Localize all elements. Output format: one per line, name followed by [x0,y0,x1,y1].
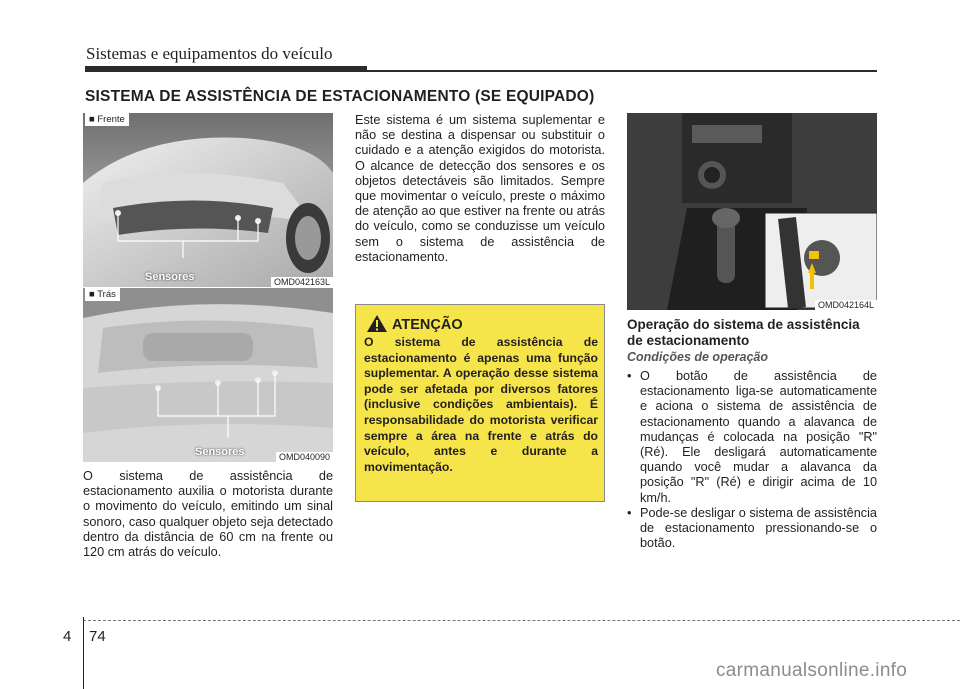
chapter-number: 4 [63,628,72,645]
supplement-paragraph: Este sistema é um sistema suplementar e não se destina a dispensar ou substituir o cuidado e a atenção exigidos do motorista. O alcance de detecção dos sensores e os objetos detectáveis são limitados. Sempre que movimentar o veículo, preste o máximo de atenção ao que estiver na frente ou atrás do veículo, como se conduzisse um veículo sem o sistema de assistência de estacionamento. [355,113,605,264]
rear-figure-code: OMD040090 [276,452,333,462]
header-bar [85,66,367,72]
front-view-tag: ■ Frente [85,113,129,126]
footer-divider [83,617,84,689]
watermark: carmanualsonline.info [716,660,908,681]
console-button-photo [627,113,877,310]
rear-sensors-photo [83,288,333,462]
warning-box [355,304,605,502]
footer-rule [83,620,960,621]
rear-view-tag: ■ Trás [85,288,120,301]
warning-title: ATENÇÃO [392,317,463,333]
rear-sensors-label: Sensores [195,446,245,458]
operation-subheading: Condições de operação [627,350,769,364]
operation-heading: Operação do sistema de assistência de estacionamento [627,317,860,348]
front-sensors-label: Sensores [145,271,195,283]
warning-text: O sistema de assistência de estacionamento é apenas uma função suplementar. A operação desse sistema pode ser afetada por diversos fatores (inclusive condições ambientais). É responsabilidade do motorista verificar sempre a área na frente e atrás do veículo, antes e durante a movimentação. [364,335,598,474]
list-item: • O botão de assistência de estacionamento liga-se automaticamente e aciona o sistema de assistência de estacionamento quando a alavanca de mudanças é colocada na posição "R" (Ré). Ele desligará automaticamente quando você mudar a alavanca da posição "R" (Ré) e dirigir acima de 10 km/h. [627,369,877,505]
warning-triangle-icon [366,314,388,333]
header-rule [367,70,877,72]
front-figure-code: OMD042163L [271,277,333,287]
section-title: SISTEMA DE ASSISTÊNCIA DE ESTACIONAMENTO (SE EQUIPADO) [85,88,595,105]
intro-paragraph: O sistema de assistência de estacionamento auxilia o motorista durante o movimento do veículo, emitindo um sinal sonoro, caso qualquer objeto seja detectado dentro da distância de 60 cm na frente ou 120 cm atrás do veículo. [83,469,333,560]
front-sensors-photo [83,113,333,287]
running-header: Sistemas e equipamentos do veículo [86,44,333,63]
page-number: 74 [89,628,106,645]
bullet-text: O botão de assistência de estacionamento liga-se automaticamente e aciona o sistema de assistência de estacionamento quando a alavanca de mudanças é colocada na posição "R" (Ré). Ele desligará automaticamente quando você mudar a alavanca da posição "R" (Ré) e dirigir acima de 10 km/h. [640,369,877,505]
list-item: • Pode-se desligar o sistema de assistência de estacionamento pressionando-se o botão. [627,506,877,551]
bullet-text: Pode-se desligar o sistema de assistência de estacionamento pressionando-se o botão. [640,506,877,551]
console-figure-code: OMD042164L [815,300,877,310]
